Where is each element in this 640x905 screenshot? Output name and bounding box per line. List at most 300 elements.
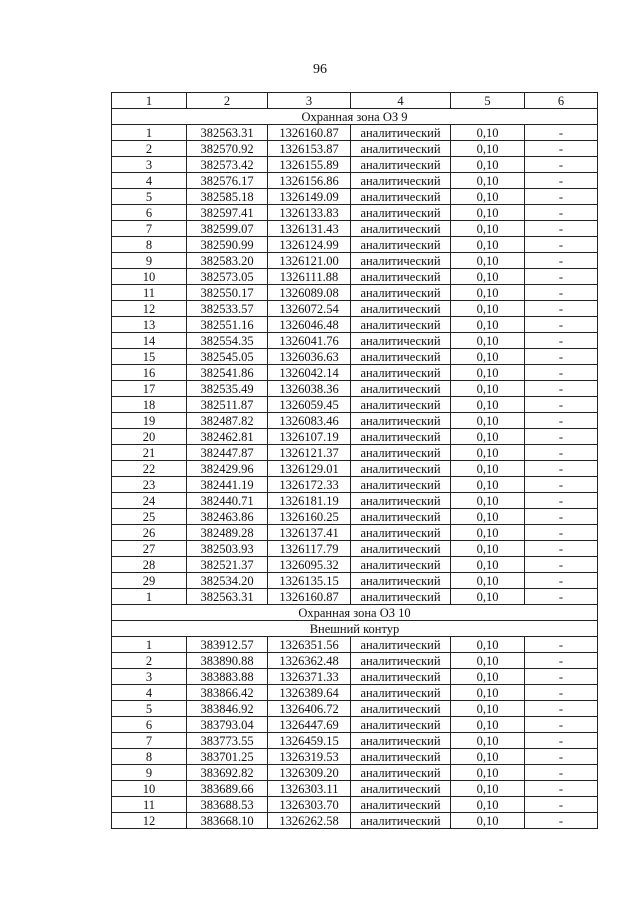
table-cell-col-6: - (525, 717, 598, 733)
table-cell-col-6: - (525, 525, 598, 541)
table-cell-col-5: 0,10 (451, 205, 525, 221)
table-cell-col-2: 383793.04 (187, 717, 268, 733)
table-cell-col-6: - (525, 541, 598, 557)
table-cell-col-5: 0,10 (451, 429, 525, 445)
table-cell-col-4: аналитический (351, 413, 451, 429)
table-cell-col-3: 1326137.41 (268, 525, 351, 541)
table-cell-col-5: 0,10 (451, 365, 525, 381)
table-cell-col-1: 10 (112, 269, 187, 285)
table-cell-col-2: 382440.71 (187, 493, 268, 509)
table-cell-col-6: - (525, 461, 598, 477)
table-cell-col-6: - (525, 669, 598, 685)
header-cell-3: 3 (268, 93, 351, 109)
table-row (112, 797, 598, 813)
table-cell-col-4: аналитический (351, 429, 451, 445)
table-row (112, 237, 598, 253)
table-cell-col-5: 0,10 (451, 589, 525, 605)
table-cell-col-2: 382463.86 (187, 509, 268, 525)
table-cell-col-5: 0,10 (451, 525, 525, 541)
table-row (112, 413, 598, 429)
table-cell-col-3: 1326121.00 (268, 253, 351, 269)
table-body (112, 93, 598, 829)
table-row (112, 445, 598, 461)
table-row (112, 125, 598, 141)
table-cell-col-5: 0,10 (451, 573, 525, 589)
table-cell-col-5: 0,10 (451, 125, 525, 141)
header-cell-2: 2 (187, 93, 268, 109)
table-cell-col-6: - (525, 397, 598, 413)
table-cell-col-2: 383701.25 (187, 749, 268, 765)
table-cell-col-1: 7 (112, 733, 187, 749)
table-row (112, 653, 598, 669)
table-cell-col-4: аналитический (351, 269, 451, 285)
table-cell-col-3: 1326135.15 (268, 573, 351, 589)
table-cell-col-2: 382545.05 (187, 349, 268, 365)
table-cell-col-2: 382487.82 (187, 413, 268, 429)
table-cell-col-1: 3 (112, 669, 187, 685)
table-row (112, 749, 598, 765)
table-cell-col-4: аналитический (351, 493, 451, 509)
table-cell-col-3: 1326046.48 (268, 317, 351, 333)
table-cell-col-2: 382570.92 (187, 141, 268, 157)
table-cell-col-2: 382447.87 (187, 445, 268, 461)
table-cell-col-6: - (525, 445, 598, 461)
table-cell-col-5: 0,10 (451, 541, 525, 557)
table-cell-col-3: 1326095.32 (268, 557, 351, 573)
table-cell-col-3: 1326124.99 (268, 237, 351, 253)
table-cell-col-2: 382597.41 (187, 205, 268, 221)
table-cell-col-1: 5 (112, 189, 187, 205)
table-row (112, 525, 598, 541)
table-cell-col-6: - (525, 509, 598, 525)
header-cell-1: 1 (112, 93, 187, 109)
table-cell-col-3: 1326160.25 (268, 509, 351, 525)
table-cell-col-2: 382563.31 (187, 589, 268, 605)
table-cell-col-2: 383668.10 (187, 813, 268, 829)
table-cell-col-2: 382521.37 (187, 557, 268, 573)
table-row (112, 541, 598, 557)
table-cell-col-4: аналитический (351, 637, 451, 653)
table-cell-col-5: 0,10 (451, 285, 525, 301)
table-cell-col-4: аналитический (351, 301, 451, 317)
table-cell-col-6: - (525, 237, 598, 253)
table-cell-col-1: 25 (112, 509, 187, 525)
table-row (112, 477, 598, 493)
table-cell-col-5: 0,10 (451, 413, 525, 429)
section-title: Внешний контур (112, 621, 598, 637)
table-cell-col-2: 382541.86 (187, 365, 268, 381)
table-cell-col-4: аналитический (351, 685, 451, 701)
table-cell-col-6: - (525, 301, 598, 317)
table-cell-col-1: 2 (112, 653, 187, 669)
table-cell-col-1: 4 (112, 173, 187, 189)
table-cell-col-3: 1326038.36 (268, 381, 351, 397)
table-row (112, 733, 598, 749)
table-cell-col-2: 382503.93 (187, 541, 268, 557)
table-cell-col-3: 1326089.08 (268, 285, 351, 301)
table-cell-col-6: - (525, 333, 598, 349)
table-cell-col-3: 1326181.19 (268, 493, 351, 509)
table-row (112, 429, 598, 445)
table-cell-col-6: - (525, 685, 598, 701)
table-cell-col-4: аналитический (351, 253, 451, 269)
table-row (112, 781, 598, 797)
table-cell-col-3: 1326447.69 (268, 717, 351, 733)
table-cell-col-4: аналитический (351, 765, 451, 781)
table-cell-col-5: 0,10 (451, 509, 525, 525)
table-cell-col-5: 0,10 (451, 349, 525, 365)
table-cell-col-2: 383773.55 (187, 733, 268, 749)
table-row (112, 397, 598, 413)
table-cell-col-4: аналитический (351, 669, 451, 685)
table-cell-col-4: аналитический (351, 589, 451, 605)
table-row (112, 365, 598, 381)
table-cell-col-4: аналитический (351, 445, 451, 461)
table-cell-col-4: аналитический (351, 781, 451, 797)
table-row (112, 189, 598, 205)
table-cell-col-1: 1 (112, 637, 187, 653)
table-cell-col-1: 15 (112, 349, 187, 365)
table-row (112, 221, 598, 237)
table-cell-col-1: 2 (112, 141, 187, 157)
table-cell-col-1: 10 (112, 781, 187, 797)
table-cell-col-1: 19 (112, 413, 187, 429)
table-cell-col-2: 382573.05 (187, 269, 268, 285)
table-cell-col-4: аналитический (351, 317, 451, 333)
table-row (112, 157, 598, 173)
table-cell-col-6: - (525, 589, 598, 605)
table-cell-col-4: аналитический (351, 813, 451, 829)
table-cell-col-5: 0,10 (451, 461, 525, 477)
table-cell-col-5: 0,10 (451, 765, 525, 781)
table-row (112, 717, 598, 733)
table-cell-col-6: - (525, 189, 598, 205)
table-cell-col-2: 382563.31 (187, 125, 268, 141)
table-cell-col-4: аналитический (351, 189, 451, 205)
table-cell-col-5: 0,10 (451, 301, 525, 317)
table-cell-col-1: 6 (112, 717, 187, 733)
table-cell-col-3: 1326160.87 (268, 125, 351, 141)
table-cell-col-4: аналитический (351, 541, 451, 557)
table-cell-col-4: аналитический (351, 573, 451, 589)
table-cell-col-3: 1326149.09 (268, 189, 351, 205)
table-cell-col-2: 382576.17 (187, 173, 268, 189)
table-cell-col-3: 1326042.14 (268, 365, 351, 381)
table-cell-col-4: аналитический (351, 733, 451, 749)
table-cell-col-3: 1326155.89 (268, 157, 351, 173)
header-cell-4: 4 (351, 93, 451, 109)
table-cell-col-3: 1326121.37 (268, 445, 351, 461)
table-cell-col-3: 1326133.83 (268, 205, 351, 221)
table-cell-col-6: - (525, 365, 598, 381)
table-cell-col-3: 1326111.88 (268, 269, 351, 285)
table-cell-col-3: 1326262.58 (268, 813, 351, 829)
table-row (112, 141, 598, 157)
table-cell-col-4: аналитический (351, 525, 451, 541)
table-cell-col-5: 0,10 (451, 381, 525, 397)
table-cell-col-4: аналитический (351, 125, 451, 141)
table-cell-col-6: - (525, 765, 598, 781)
table-cell-col-3: 1326107.19 (268, 429, 351, 445)
table-cell-col-6: - (525, 781, 598, 797)
table-cell-col-3: 1326156.86 (268, 173, 351, 189)
table-cell-col-5: 0,10 (451, 157, 525, 173)
table-cell-col-5: 0,10 (451, 173, 525, 189)
table-cell-col-1: 17 (112, 381, 187, 397)
table-cell-col-5: 0,10 (451, 685, 525, 701)
table-cell-col-4: аналитический (351, 557, 451, 573)
table-cell-col-6: - (525, 317, 598, 333)
table-cell-col-3: 1326129.01 (268, 461, 351, 477)
page-number: 96 (313, 62, 327, 77)
table-cell-col-3: 1326371.33 (268, 669, 351, 685)
table-cell-col-5: 0,10 (451, 445, 525, 461)
table-cell-col-2: 382573.42 (187, 157, 268, 173)
table-cell-col-5: 0,10 (451, 749, 525, 765)
table-cell-col-2: 382489.28 (187, 525, 268, 541)
table-cell-col-1: 3 (112, 157, 187, 173)
table-cell-col-5: 0,10 (451, 333, 525, 349)
table-cell-col-1: 24 (112, 493, 187, 509)
table-cell-col-1: 9 (112, 765, 187, 781)
table-cell-col-6: - (525, 285, 598, 301)
table-cell-col-4: аналитический (351, 141, 451, 157)
table-cell-col-2: 383912.57 (187, 637, 268, 653)
table-cell-col-2: 382551.16 (187, 317, 268, 333)
table-cell-col-4: аналитический (351, 285, 451, 301)
table-cell-col-4: аналитический (351, 205, 451, 221)
table-cell-col-4: аналитический (351, 797, 451, 813)
table-cell-col-1: 1 (112, 589, 187, 605)
table-cell-col-2: 383692.82 (187, 765, 268, 781)
table-cell-col-1: 9 (112, 253, 187, 269)
coordinates-table (111, 92, 598, 829)
table-cell-col-5: 0,10 (451, 813, 525, 829)
table-cell-col-6: - (525, 221, 598, 237)
table-cell-col-3: 1326309.20 (268, 765, 351, 781)
table-row (112, 573, 598, 589)
table-cell-col-5: 0,10 (451, 733, 525, 749)
table-cell-col-3: 1326131.43 (268, 221, 351, 237)
table-row (112, 301, 598, 317)
table-cell-col-4: аналитический (351, 381, 451, 397)
table-row (112, 173, 598, 189)
table-cell-col-3: 1326389.64 (268, 685, 351, 701)
table-row (112, 381, 598, 397)
table-cell-col-2: 382590.99 (187, 237, 268, 253)
table-cell-col-1: 16 (112, 365, 187, 381)
table-cell-col-5: 0,10 (451, 637, 525, 653)
table-cell-col-3: 1326036.63 (268, 349, 351, 365)
table-cell-col-6: - (525, 477, 598, 493)
table-cell-col-3: 1326459.15 (268, 733, 351, 749)
table-cell-col-1: 22 (112, 461, 187, 477)
table-cell-col-4: аналитический (351, 237, 451, 253)
table-cell-col-6: - (525, 157, 598, 173)
table-cell-col-1: 4 (112, 685, 187, 701)
table-cell-col-4: аналитический (351, 717, 451, 733)
table-cell-col-5: 0,10 (451, 493, 525, 509)
table-cell-col-1: 11 (112, 285, 187, 301)
table-row (112, 765, 598, 781)
table-cell-col-6: - (525, 733, 598, 749)
table-cell-col-2: 383883.88 (187, 669, 268, 685)
header-cell-6: 6 (525, 93, 598, 109)
table-cell-col-2: 382550.17 (187, 285, 268, 301)
table-cell-col-2: 383689.66 (187, 781, 268, 797)
table-cell-col-6: - (525, 749, 598, 765)
table-cell-col-1: 7 (112, 221, 187, 237)
table-cell-col-5: 0,10 (451, 653, 525, 669)
table-cell-col-2: 382533.57 (187, 301, 268, 317)
table-cell-col-5: 0,10 (451, 189, 525, 205)
table-cell-col-1: 26 (112, 525, 187, 541)
table-cell-col-2: 382554.35 (187, 333, 268, 349)
table-cell-col-4: аналитический (351, 701, 451, 717)
table-row (112, 813, 598, 829)
table-cell-col-1: 1 (112, 125, 187, 141)
table-cell-col-2: 383846.92 (187, 701, 268, 717)
table-cell-col-5: 0,10 (451, 717, 525, 733)
table-cell-col-1: 8 (112, 237, 187, 253)
table-cell-col-3: 1326172.33 (268, 477, 351, 493)
table-cell-col-5: 0,10 (451, 397, 525, 413)
table-cell-col-2: 382462.81 (187, 429, 268, 445)
table-cell-col-6: - (525, 557, 598, 573)
table-cell-col-3: 1326351.56 (268, 637, 351, 653)
table-cell-col-6: - (525, 269, 598, 285)
table-cell-col-3: 1326072.54 (268, 301, 351, 317)
table-cell-col-2: 382585.18 (187, 189, 268, 205)
table-cell-col-4: аналитический (351, 749, 451, 765)
table-cell-col-2: 382583.20 (187, 253, 268, 269)
table-row (112, 317, 598, 333)
section-title-row (112, 109, 598, 125)
table-cell-col-5: 0,10 (451, 797, 525, 813)
table-cell-col-5: 0,10 (451, 317, 525, 333)
table-cell-col-4: аналитический (351, 349, 451, 365)
table-cell-col-6: - (525, 125, 598, 141)
section-title-row (112, 621, 598, 637)
table-cell-col-6: - (525, 429, 598, 445)
table-cell-col-2: 382599.07 (187, 221, 268, 237)
table-cell-col-4: аналитический (351, 653, 451, 669)
table-cell-col-3: 1326117.79 (268, 541, 351, 557)
table-cell-col-1: 14 (112, 333, 187, 349)
table-cell-col-3: 1326059.45 (268, 397, 351, 413)
table-cell-col-6: - (525, 493, 598, 509)
table-cell-col-5: 0,10 (451, 141, 525, 157)
table-cell-col-6: - (525, 205, 598, 221)
table-cell-col-5: 0,10 (451, 669, 525, 685)
table-row (112, 685, 598, 701)
table-cell-col-3: 1326303.70 (268, 797, 351, 813)
table-cell-col-4: аналитический (351, 221, 451, 237)
table-row (112, 461, 598, 477)
table-cell-col-3: 1326160.87 (268, 589, 351, 605)
table-cell-col-1: 8 (112, 749, 187, 765)
table-cell-col-1: 27 (112, 541, 187, 557)
table-cell-col-5: 0,10 (451, 253, 525, 269)
table-cell-col-5: 0,10 (451, 557, 525, 573)
table-cell-col-6: - (525, 381, 598, 397)
table-cell-col-1: 23 (112, 477, 187, 493)
table-cell-col-6: - (525, 173, 598, 189)
table-cell-col-6: - (525, 253, 598, 269)
table-cell-col-1: 20 (112, 429, 187, 445)
table-row (112, 557, 598, 573)
table-cell-col-6: - (525, 573, 598, 589)
section-title-row (112, 605, 598, 621)
table-cell-col-6: - (525, 413, 598, 429)
table-cell-col-2: 382511.87 (187, 397, 268, 413)
table-cell-col-3: 1326319.53 (268, 749, 351, 765)
table-cell-col-4: аналитический (351, 173, 451, 189)
table-cell-col-5: 0,10 (451, 701, 525, 717)
table-cell-col-1: 11 (112, 797, 187, 813)
table-cell-col-4: аналитический (351, 477, 451, 493)
table-cell-col-1: 28 (112, 557, 187, 573)
table-cell-col-1: 13 (112, 317, 187, 333)
table-row (112, 589, 598, 605)
table-cell-col-6: - (525, 653, 598, 669)
table-cell-col-1: 18 (112, 397, 187, 413)
table-row (112, 349, 598, 365)
table-cell-col-5: 0,10 (451, 781, 525, 797)
header-row (112, 93, 598, 109)
table-cell-col-1: 12 (112, 813, 187, 829)
table-cell-col-5: 0,10 (451, 477, 525, 493)
section-title: Охранная зона ОЗ 10 (112, 605, 598, 621)
table-cell-col-1: 29 (112, 573, 187, 589)
table-cell-col-3: 1326041.76 (268, 333, 351, 349)
table-row (112, 509, 598, 525)
table-row (112, 269, 598, 285)
table-cell-col-2: 383890.88 (187, 653, 268, 669)
table-cell-col-6: - (525, 797, 598, 813)
table-cell-col-2: 382534.20 (187, 573, 268, 589)
table-cell-col-1: 21 (112, 445, 187, 461)
table-row (112, 637, 598, 653)
table-cell-col-5: 0,10 (451, 237, 525, 253)
table-cell-col-6: - (525, 141, 598, 157)
table-cell-col-6: - (525, 813, 598, 829)
table-cell-col-4: аналитический (351, 509, 451, 525)
header-cell-5: 5 (451, 93, 525, 109)
table-cell-col-4: аналитический (351, 461, 451, 477)
table-row (112, 701, 598, 717)
table-cell-col-3: 1326362.48 (268, 653, 351, 669)
table-cell-col-5: 0,10 (451, 221, 525, 237)
table-row (112, 205, 598, 221)
table-cell-col-1: 5 (112, 701, 187, 717)
table-cell-col-4: аналитический (351, 397, 451, 413)
table-cell-col-4: аналитический (351, 157, 451, 173)
table-cell-col-1: 6 (112, 205, 187, 221)
table-cell-col-2: 382535.49 (187, 381, 268, 397)
table-cell-col-2: 382429.96 (187, 461, 268, 477)
table-cell-col-3: 1326406.72 (268, 701, 351, 717)
table-cell-col-6: - (525, 349, 598, 365)
section-title: Охранная зона ОЗ 9 (112, 109, 598, 125)
table-cell-col-3: 1326083.46 (268, 413, 351, 429)
table-cell-col-5: 0,10 (451, 269, 525, 285)
table-cell-col-4: аналитический (351, 365, 451, 381)
table-cell-col-4: аналитический (351, 333, 451, 349)
table-cell-col-6: - (525, 637, 598, 653)
table-cell-col-2: 382441.19 (187, 477, 268, 493)
table-row (112, 333, 598, 349)
